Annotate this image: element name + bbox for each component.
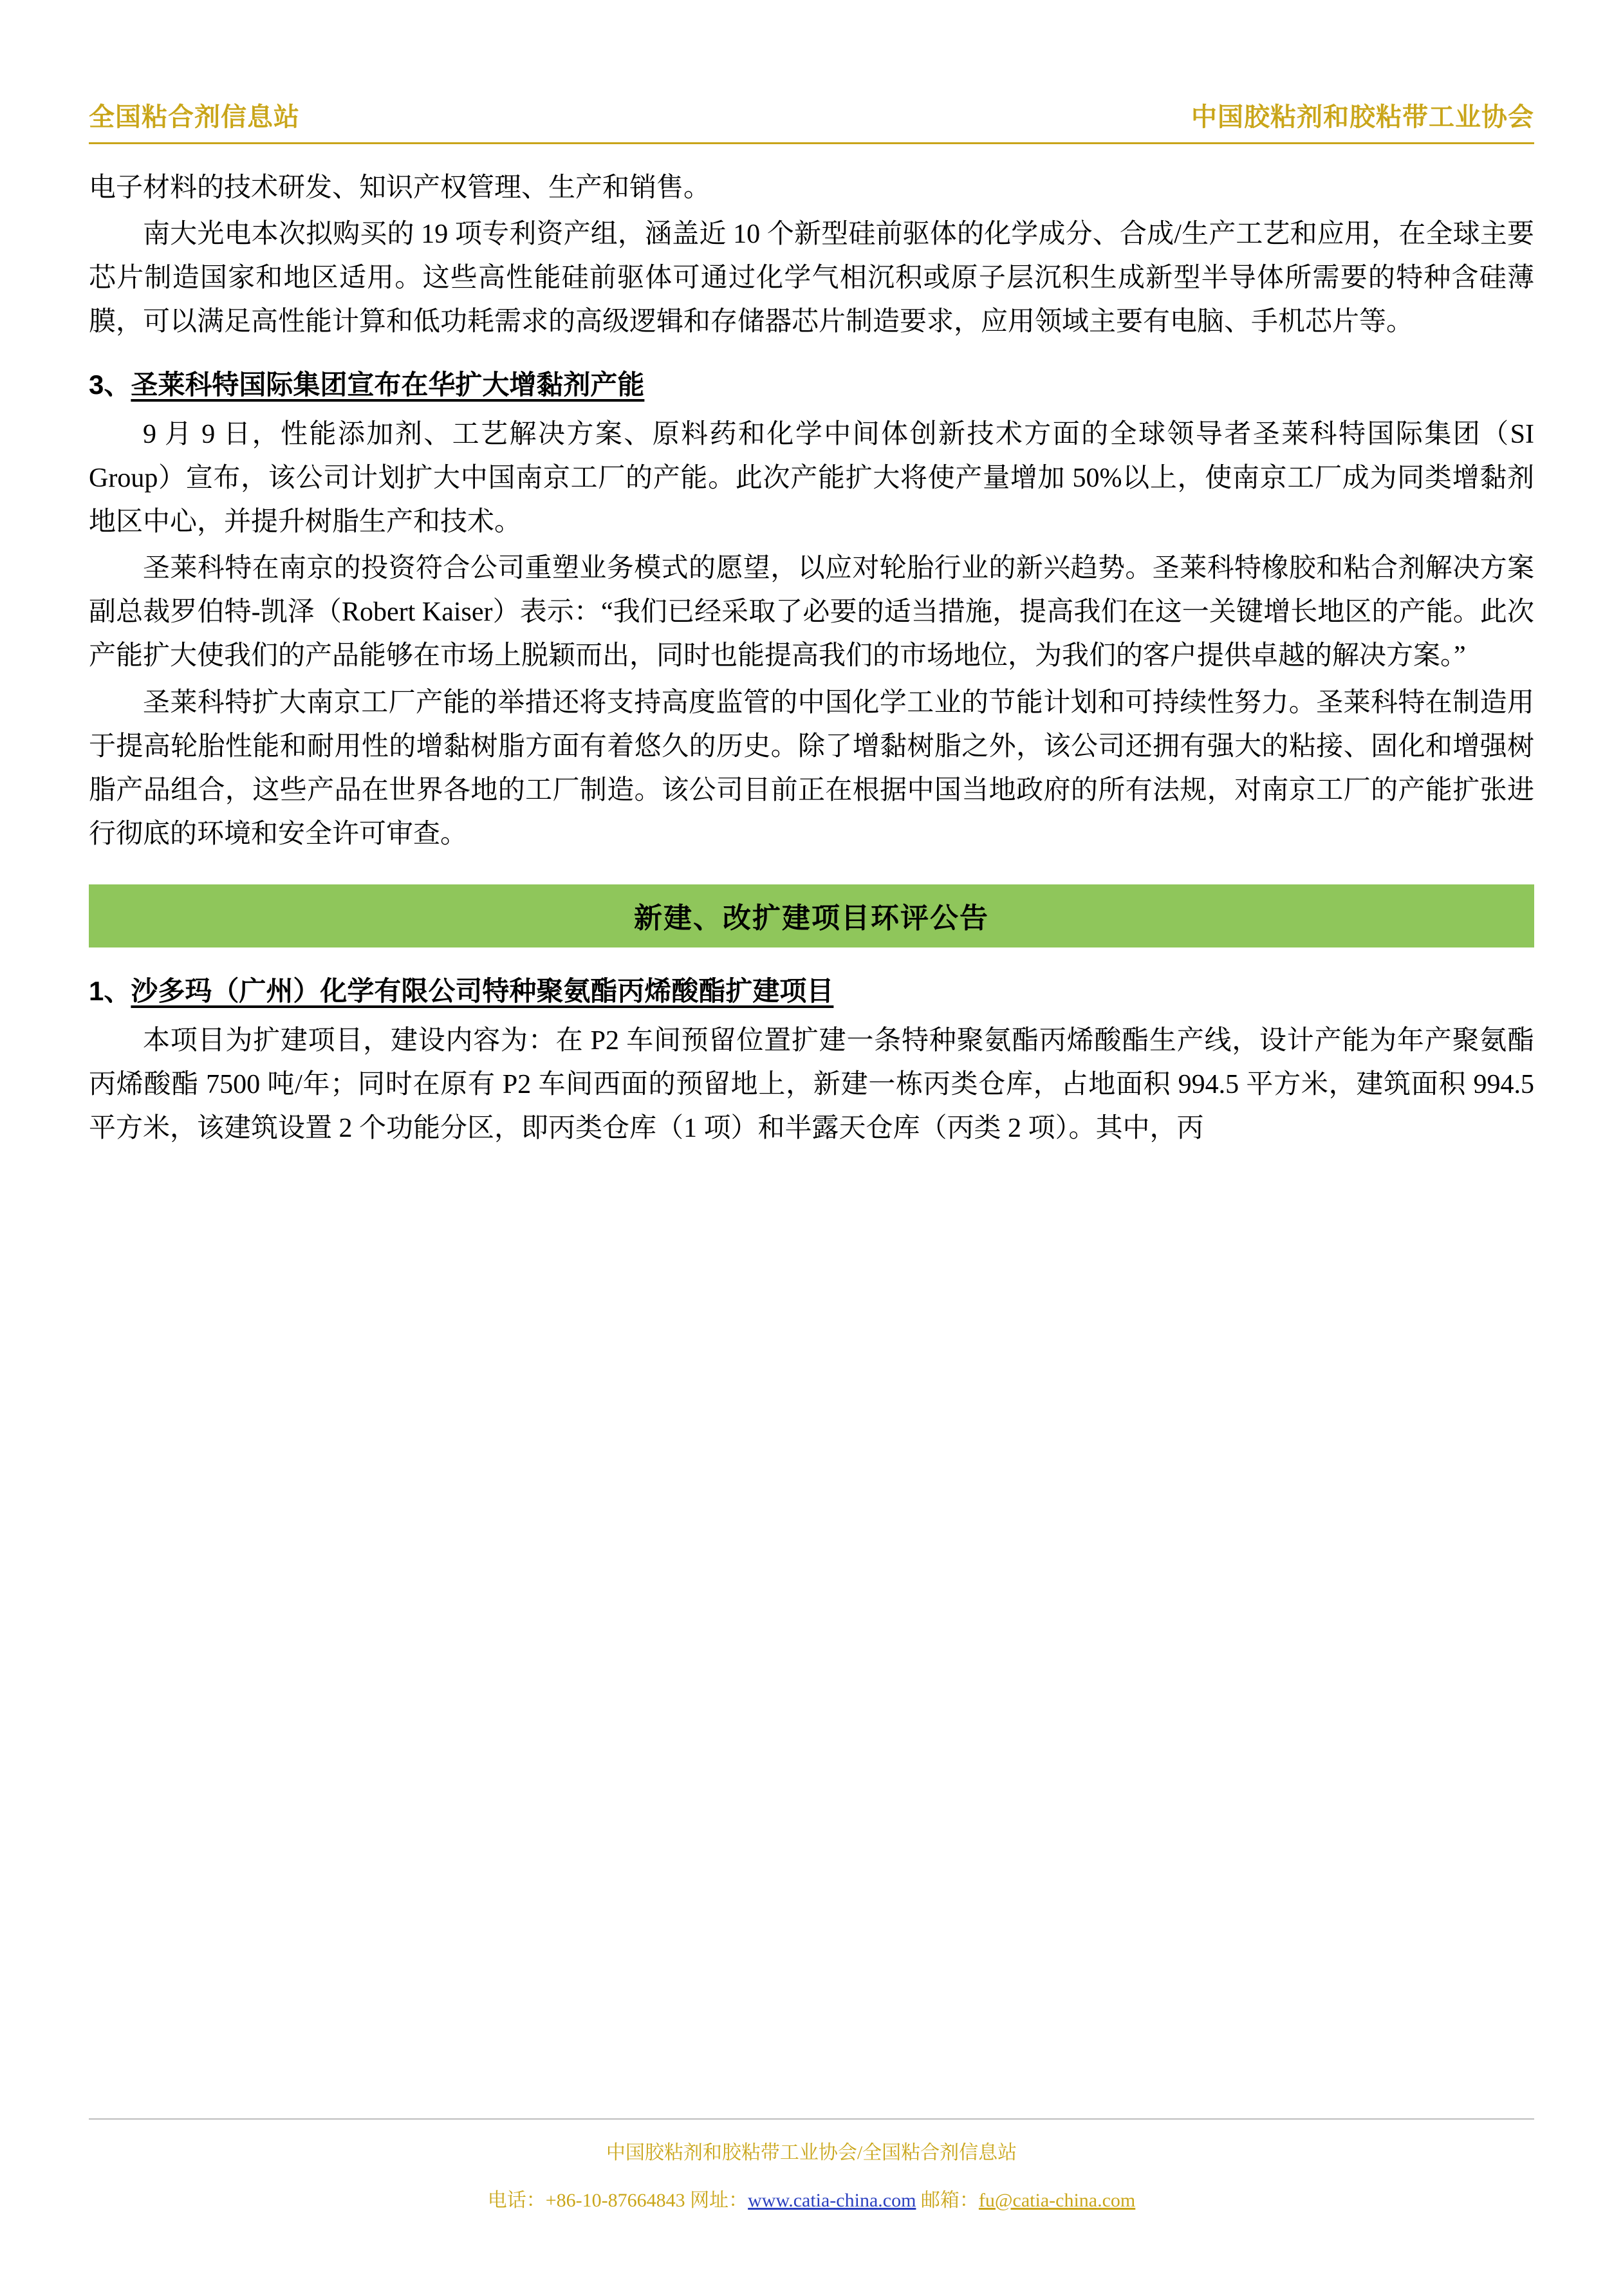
section-heading-1 [89,969,1534,1013]
footer-website-link[interactable]: www.catia-china.com [748,2190,916,2211]
section-heading-3-number: 3、 [89,369,131,400]
header-right-title: 中国胶粘剂和胶粘带工业协会 [1191,103,1534,131]
paragraph-5: 圣莱科特扩大南京工厂产能的举措还将支持高度监管的中国化学工业的节能计划和可持续性努力。圣莱科特在制造用于提高轮胎性能和耐用性的增黏树脂方面有着悠久的历史。除了增黏树脂之外，该公司还拥有强大的粘接、固化和增强树脂产品组合，这些产品在世界各地的工厂制造。该公司目前正在根据中国当地政府的所有法规，对南京工厂的产能扩张进行彻底的环境和安全许可审查。 [89,687,1534,849]
section-heading-3-text: 圣莱科特国际集团宣布在华扩大增黏剂产能 [131,369,645,400]
header-divider [89,142,1534,144]
section-heading-1-number: 1、 [89,975,131,1006]
footer-divider [89,2118,1534,2120]
footer-email[interactable]: fu@catia-china.com [978,2190,1136,2211]
page-content [89,97,1534,1153]
footer-contact-prefix: 电话：+86-10-87664843 网址： [487,2190,748,2211]
paragraph-6: 本项目为扩建项目，建设内容为：在 P2 车间预留位置扩建一条特种聚氨酯丙烯酸酯生产线，设计产能为年产聚氨酯丙烯酸酯 7500 吨/年；同时在原有 P2 车间西面的预留地上，新建一栋丙类仓库，占地面积 994.5 平方米，建筑面积 994.5 平方米，该建筑设置 2 个功能分区，即丙类仓库（1 项）和半露天仓库（丙类 2 项）。其中，丙 [89,1025,1534,1143]
paragraph-3: 9 月 9 日，性能添加剂、工艺解决方案、原料药和化学中间体创新技术方面的全球领导者圣莱科特国际集团（SI Group）宣布，该公司计划扩大中国南京工厂的产能。此次产能扩大将使产量增加 50%以上，使南京工厂成为同类增黏剂地区中心，并提升树脂生产和技术。 [89,420,1534,537]
section-banner: 新建、改扩建项目环评公告 [89,884,1534,947]
section-heading-3 [89,363,1534,406]
page-header [89,97,1534,142]
footer-contact [89,2184,1534,2212]
page-footer [89,2118,1534,2212]
footer-org: 中国胶粘剂和胶粘带工业协会/全国粘合剂信息站 [606,2142,1017,2163]
paragraph-1: 电子材料的技术研发、知识产权管理、生产和销售。 [89,173,711,203]
paragraph-4: 圣莱科特在南京的投资符合公司重塑业务模式的愿望，以应对轮胎行业的新兴趋势。圣莱科特橡胶和粘合剂解决方案副总裁罗伯特-凯泽（Robert Kaiser）表示：“我们已经采取了必要的适当措施，提高我们在这一关键增长地区的产能。此次产能扩大使我们的产品能够在市场上脱颖而出，同时也能提高我们的市场地位，为我们的客户提供卓越的解决方案。” [89,554,1534,671]
footer-mail-label: 邮箱： [916,2190,979,2211]
section-heading-1-text: 沙多玛（广州）化学有限公司特种聚氨酯丙烯酸酯扩建项目 [131,975,834,1006]
header-left-title: 全国粘合剂信息站 [89,103,300,131]
paragraph-2: 南大光电本次拟购买的 19 项专利资产组，涵盖近 10 个新型硅前驱体的化学成分、合成/生产工艺和应用，在全球主要芯片制造国家和地区适用。这些高性能硅前驱体可通过化学气相沉积或原子层沉积生成新型半导体所需要的特种含硅薄膜，可以满足高性能计算和低功耗需求的高级逻辑和存储器芯片制造要求，应用领域主要有电脑、手机芯片等。 [89,219,1534,337]
